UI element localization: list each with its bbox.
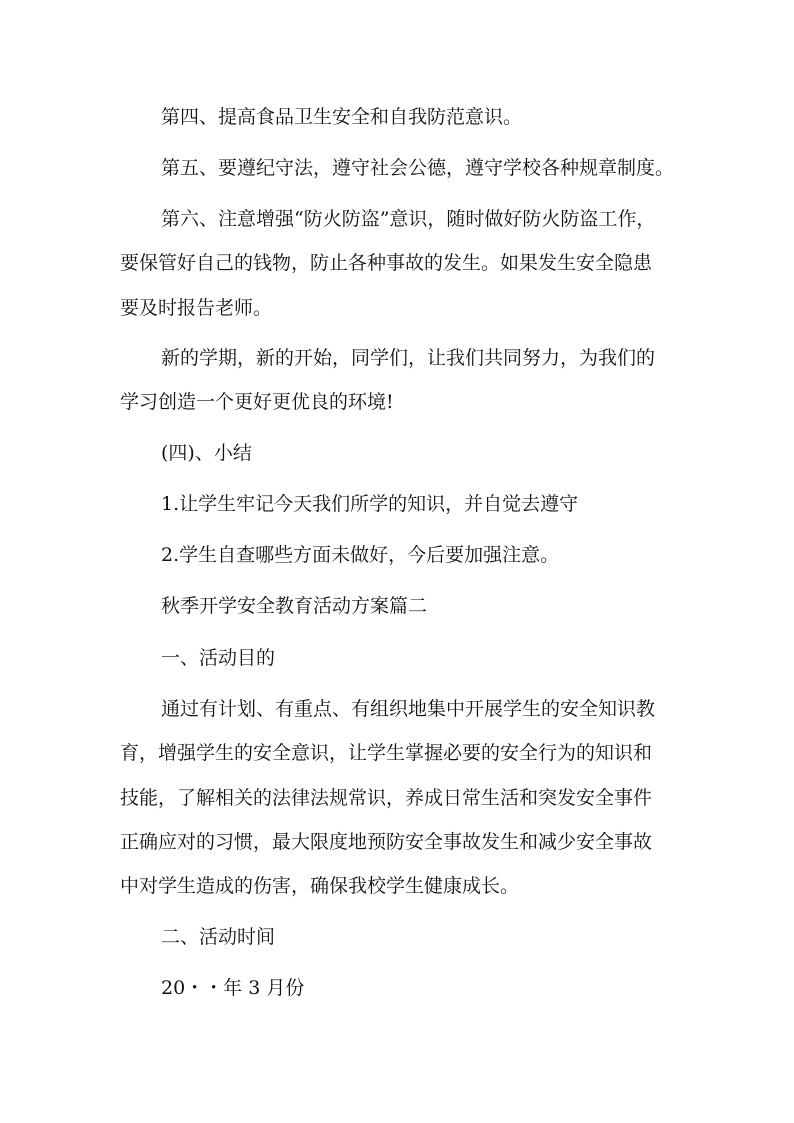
list-item: 1.让学生牢记今天我们所学的知识，并自觉去遵守 [161, 493, 579, 515]
section-heading: 一、活动目的 [161, 647, 276, 669]
paragraph-line: 通过有计划、有重点、有组织地集中开展学生的安全知识教 [161, 698, 656, 720]
paragraph-line: 要保管好自己的钱物，防止各种事故的发生。如果发生安全隐患 [120, 252, 653, 274]
paragraph-line: 第五、要遵纪守法，遵守社会公德，遵守学校各种规章制度。 [161, 157, 675, 179]
section-title: 秋季开学安全教育活动方案篇二 [161, 595, 428, 617]
paragraph-line: 第四、提高食品卫生安全和自我防范意识。 [161, 106, 523, 128]
section-heading: 二、活动时间 [161, 926, 276, 948]
paragraph-line: 技能，了解相关的法律法规常识，养成日常生活和突发安全事件 [120, 787, 653, 809]
list-item: 2.学生自查哪些方面未做好，今后要加强注意。 [161, 544, 560, 566]
paragraph-line: 中对学生造成的伤害，确保我校学生健康成长。 [120, 875, 520, 897]
paragraph-line: 育，增强学生的安全意识，让学生掌握必要的安全行为的知识和 [120, 742, 653, 764]
paragraph-line: 正确应对的习惯，最大限度地预防安全事故发生和减少安全事故 [120, 831, 653, 853]
paragraph-line: 新的学期，新的开始，同学们，让我们共同努力，为我们的 [161, 347, 656, 369]
section-heading: (四)、小结 [161, 442, 252, 464]
date-line: 20・・年 3 月份 [161, 977, 305, 999]
paragraph-line: 学习创造一个更好更优良的环境! [120, 391, 394, 413]
paragraph-line: 第六、注意增强“防火防盗”意识，随时做好防火防盗工作， [161, 208, 656, 230]
paragraph-line: 要及时报告老师。 [120, 297, 273, 319]
